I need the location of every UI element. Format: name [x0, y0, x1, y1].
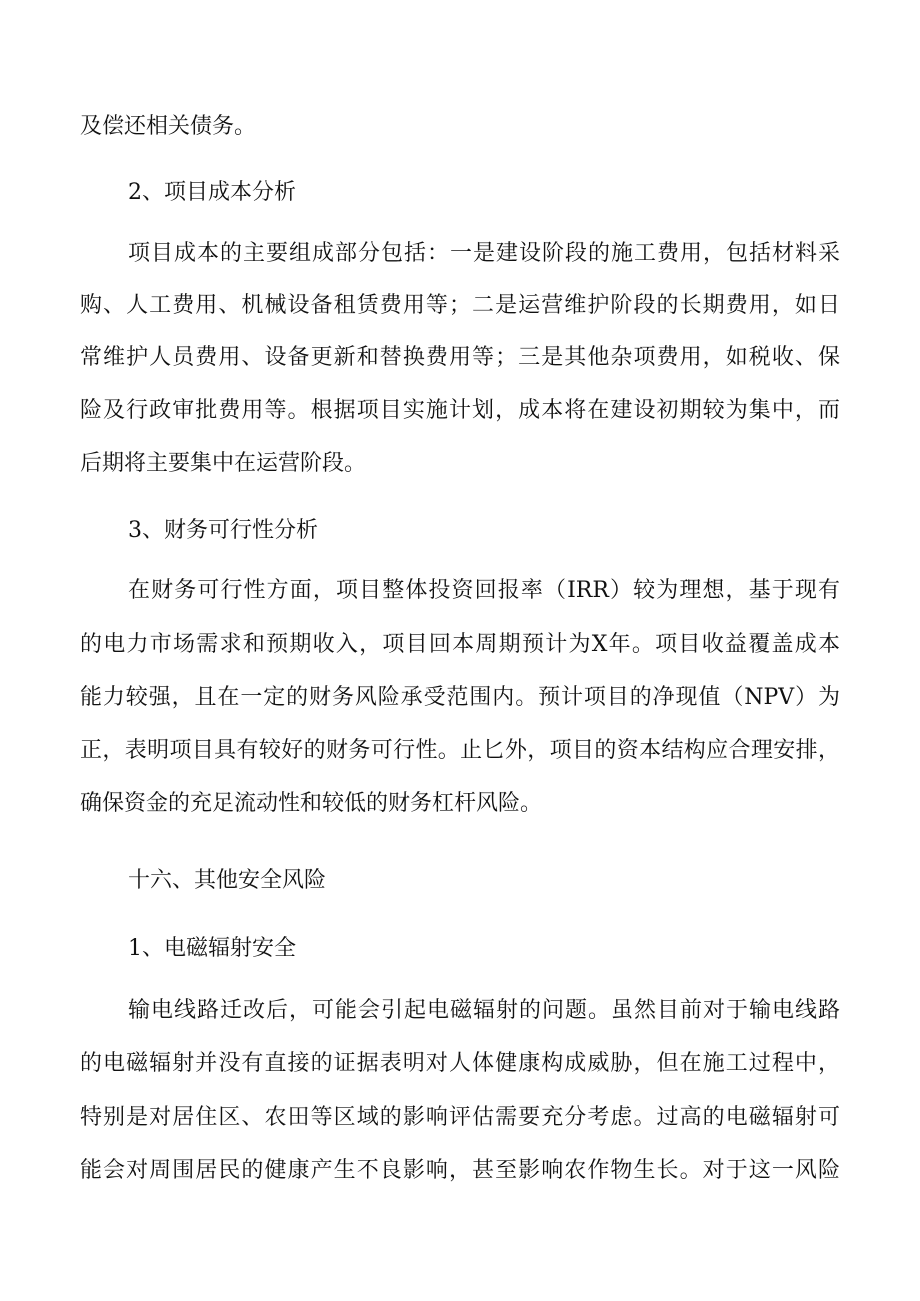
paragraph-line: 的电力市场需求和预期收入，项目回本周期预计为X年。项目收益覆盖成本	[80, 632, 840, 657]
section-heading-em-radiation: 1、电磁辐射安全	[128, 936, 296, 961]
paragraph-line: 险及行政审批费用等。根据项目实施计划，成本将在建设初期较为集中，而	[80, 398, 840, 423]
chapter-heading-other-safety-risks: 十六、其他安全风险	[128, 868, 327, 893]
paragraph-line: 能力较强，且在一定的财务风险承受范围内。预计项目的净现值（NPV）为	[80, 685, 840, 710]
paragraph-line: 正，表明项目具有较好的财务可行性。止匕外，项目的资本结构应合理安排，	[80, 738, 840, 763]
paragraph-line: 常维护人员费用、设备更新和替换费用等；三是其他杂项费用，如税收、保	[80, 345, 840, 370]
section-heading-financial-feasibility: 3、财务可行性分析	[128, 518, 318, 543]
paragraph-line: 购、人工费用、机械设备租赁费用等；二是运营维护阶段的长期费用，如日	[80, 293, 840, 318]
paragraph-continuation: 及偿还相关债务。	[80, 114, 257, 139]
paragraph-line: 能会对周围居民的健康产生不良影响，甚至影响农作物生长。对于这一风险	[80, 1158, 840, 1183]
paragraph-line: 确保资金的充足流动性和较低的财务杠杆风险。	[80, 791, 543, 816]
section-heading-cost-analysis: 2、项目成本分析	[128, 180, 296, 205]
paragraph-line: 特别是对居住区、农田等区域的影响评估需要充分考虑。过高的电磁辐射可	[80, 1105, 840, 1130]
paragraph-line: 项目成本的主要组成部分包括：一是建设阶段的施工费用，包括材料采	[128, 241, 840, 266]
paragraph-line: 在财务可行性方面，项目整体投资回报率（IRR）较为理想，基于现有	[128, 578, 840, 603]
paragraph-line: 后期将主要集中在运营阶段。	[80, 451, 367, 476]
paragraph-line: 输电线路迁改后，可能会引起电磁辐射的问题。虽然目前对于输电线路	[128, 998, 840, 1023]
paragraph-line: 的电磁辐射并没有直接的证据表明对人体健康构成威胁，但在施工过程中，	[80, 1051, 840, 1076]
